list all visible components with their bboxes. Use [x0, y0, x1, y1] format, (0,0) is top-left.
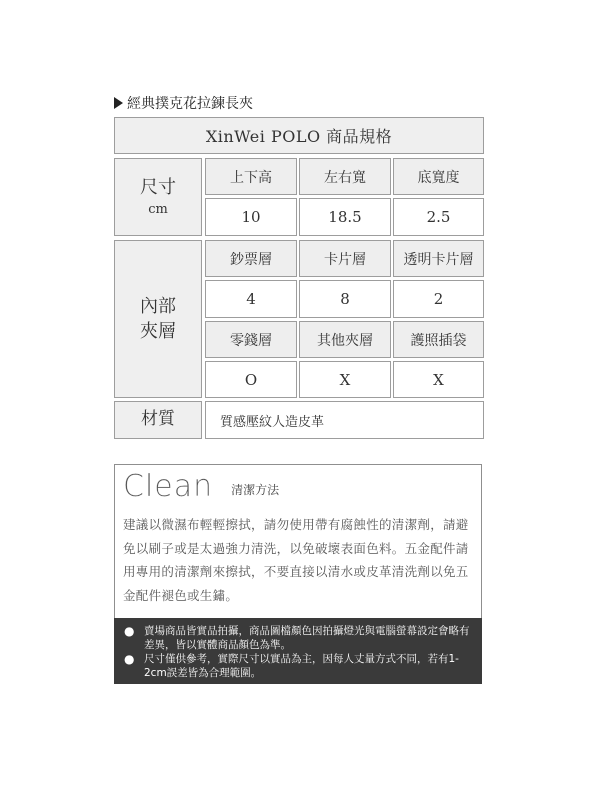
interior-header-other: 其他夾層 [299, 321, 391, 358]
interior-label-line2: 夾層 [140, 321, 176, 342]
interior-value-card: 8 [299, 280, 391, 318]
note-item [124, 652, 472, 680]
interior-value-other: X [299, 361, 391, 398]
product-title [114, 93, 253, 113]
size-unit: cm [148, 201, 168, 217]
size-value-depth: 2.5 [393, 198, 484, 236]
bullet-icon: ● [124, 624, 135, 638]
clean-instructions: 建議以微濕布輕輕擦拭，請勿使用帶有腐蝕性的清潔劑，請避免以刷子或是太過強力清洗，以免破壞表面色料。五金配件請用專用的清潔劑來擦拭，不要直接以清水或皮革清洗劑以免五金配件褪色或生鏽。 [123, 517, 469, 603]
size-value-height: 10 [205, 198, 297, 236]
material-value: 質感壓紋人造皮革 [205, 401, 484, 439]
note-text: 賣場商品皆實品拍攝，商品圖檔顏色因拍攝燈光與電腦螢幕設定會略有差異，皆以實體商品顏色為準。 [144, 625, 470, 651]
material-label: 材質 [114, 401, 202, 439]
clean-subtitle: 清潔方法 [231, 483, 280, 497]
interior-value-clear-card: 2 [393, 280, 484, 318]
interior-label-cell [114, 240, 202, 398]
clean-title: Clean [123, 469, 214, 504]
interior-header-card: 卡片層 [299, 240, 391, 277]
size-label-cell [114, 158, 202, 236]
triangle-bullet-icon [114, 97, 123, 109]
size-header-width: 左右寬 [299, 158, 391, 195]
size-label: 尺寸 [140, 177, 176, 199]
interior-value-passport: X [393, 361, 484, 398]
bullet-icon: ● [124, 652, 135, 666]
notes-box [114, 618, 482, 684]
size-header-depth: 底寬度 [393, 158, 484, 195]
size-header-height: 上下高 [205, 158, 297, 195]
interior-label-line1: 內部 [140, 295, 176, 317]
spec-table-title: XinWei POLO 商品規格 [114, 117, 484, 154]
clean-section [114, 464, 482, 618]
interior-header-coin: 零錢層 [205, 321, 297, 358]
interior-value-coin: O [205, 361, 297, 398]
size-value-width: 18.5 [299, 198, 391, 236]
note-item [124, 624, 472, 652]
interior-header-bill: 鈔票層 [205, 240, 297, 277]
clean-heading [123, 469, 279, 504]
product-title-text: 經典撲克花拉鍊長夾 [127, 96, 253, 112]
interior-header-passport: 護照插袋 [393, 321, 484, 358]
interior-value-bill: 4 [205, 280, 297, 318]
interior-header-clear-card: 透明卡片層 [393, 240, 484, 277]
note-text: 尺寸僅供參考，實際尺寸以實品為主，因每人丈量方式不同，若有1-2cm誤差皆為合理範圍。 [144, 653, 459, 679]
